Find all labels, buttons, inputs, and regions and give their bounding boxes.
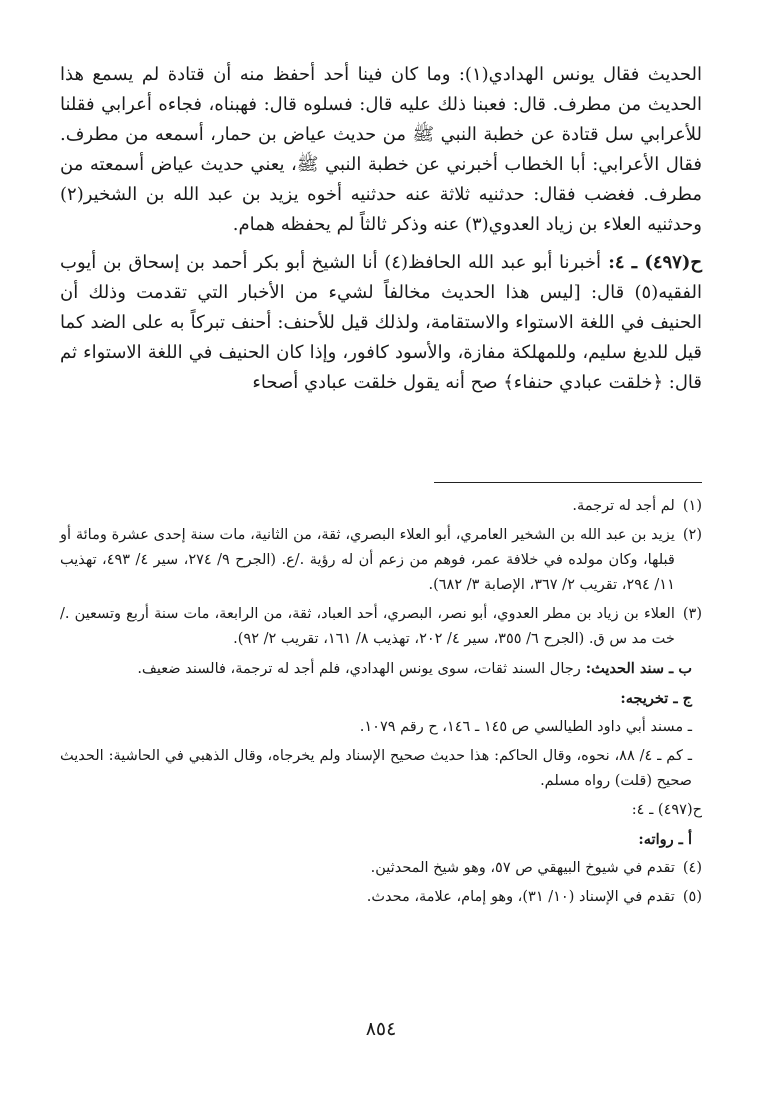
paragraph-2 (60, 248, 702, 398)
footnote-2 (60, 523, 702, 598)
paragraph-2-text: أخبرنا أبو عبد الله الحافظ(٤) أنا الشيخ أبو بكر أحمد بن إسحاق بن أيوب الفقيه(٥) قال: [ليس هذا الحديث مخالفاً لشيء من الأخبار التي تقدمت وذلك أن الحنيف في اللغة الاستواء والاستقامة، ولذلك قيل للأحنف: أحنف تبركاً به على الضد كما قيل للديغ سليم، وللمهلكة مفازة، والأسود كافور، وإذا كان الحنيف في اللغة الاستواء ثم قال: ﴿خلقت عبادي حنفاء﴾ صح أنه يقول خلقت عبادي أصحاء (60, 252, 702, 393)
hadith-number: ح(٤٩٧) ـ ٤: (601, 252, 702, 273)
footnote-text: لم أجد له ترجمة. (572, 498, 675, 514)
narrators-heading-row (60, 827, 702, 852)
footnote-3 (60, 602, 702, 652)
takhrij-item-1 (60, 715, 702, 740)
main-text (60, 60, 702, 398)
footnote-number: (٢) (682, 527, 702, 543)
footnote-number: (١) (682, 498, 702, 514)
takhrij-text: ـ كم ـ ٤/ ٨٨، نحوه، وقال الحاكم: هذا حديث صحيح الإسناد ولم يخرجاه، وقال الذهبي في الحاشية: الحديث صحيح (قلت) رواه مسلم. (60, 748, 692, 789)
footnote-5 (60, 885, 702, 910)
footnote-separator (434, 482, 702, 483)
footnote-text: العلاء بن زياد بن مطر العدوي، أبو نصر، البصري، أحد العباد، ثقة، من الرابعة، مات سنة أربع وتسعين ./خت مد س ق. (الجرح ٦/ ٣٥٥، سير ٤/ ٢٠٢، تهذيب ٨/ ١٦١، تقريب ٢/ ٩٢). (60, 606, 675, 647)
takhrij-heading: ج ـ تخريجه: (620, 690, 692, 707)
takhrij-text: ـ مسند أبي داود الطيالسي ص ١٤٥ ـ ١٤٦، ح رقم ١٠٧٩. (359, 719, 692, 735)
footnotes (60, 494, 702, 914)
footnote-number: (٥) (682, 889, 702, 905)
hadith-ref: ح(٤٩٧) ـ ٤: (631, 802, 702, 818)
isnad-body: رجال السند ثقات، سوى يونس الهدادي، فلم أجد له ترجمة، فالسند ضعيف. (137, 661, 581, 677)
footnote-text: تقدم في شيوخ البيهقي ص ٥٧، وهو شيخ المحدثين. (370, 860, 675, 876)
footnote-text: تقدم في الإسناد (١٠/ ٣١)، وهو إمام، علامة، محدث. (366, 889, 675, 905)
takhrij-heading-row (60, 686, 702, 711)
footnote-number: (٤) (682, 860, 702, 876)
footnote-number: (٣) (682, 606, 702, 622)
footnote-text: يزيد بن عبد الله بن الشخير العامري، أبو العلاء البصري، ثقة، من الثانية، مات سنة إحدى عشرة ومائة أو قبلها، وكان مولده في خلافة عمر، فوهم من زعم أن له رؤية ./ع. (الجرح ٩/ ٢٧٤، سير ٤/ ٤٩٣، تهذيب ١١/ ٢٩٤، تقريب ٢/ ٣٦٧، الإصابة ٣/ ٦٨٢). (60, 527, 675, 593)
isnad-section (60, 656, 702, 682)
hadith-ref-row (60, 798, 702, 823)
takhrij-item-2 (60, 744, 702, 794)
isnad-heading: ب ـ سند الحديث: (580, 660, 692, 677)
footnote-1 (60, 494, 702, 519)
narrators-heading: أ ـ رواته: (638, 831, 692, 848)
footnote-4 (60, 856, 702, 881)
isnad-text (60, 656, 692, 682)
paragraph-1: الحديث فقال يونس الهدادي(١): وما كان فينا أحد أحفظ منه أن قتادة لم يسمع هذا الحديث من مطرف. قال: فعبنا ذلك عليه قال: فسلوه قال: فهبناه، فجاءه أعرابي فقلنا للأعرابي سل قتادة عن خطبة النبي ﷺ من حديث عياض بن حمار، أسمعه من مطرف. فقال الأعرابي: أبا الخطاب أخبرني عن خطبة النبي ﷺ، يعني حديث عياض أسمعته من مطرف. فغضب فقال: حدثنيه ثلاثة عنه حدثنيه أخوه يزيد بن عبد الله بن الشخير(٢) وحدثنيه العلاء بن زياد العدوي(٣) عنه وذكر ثالثاً لم يحفظه همام. (60, 64, 702, 235)
page-number: ٨٥٤ (365, 1018, 397, 1040)
